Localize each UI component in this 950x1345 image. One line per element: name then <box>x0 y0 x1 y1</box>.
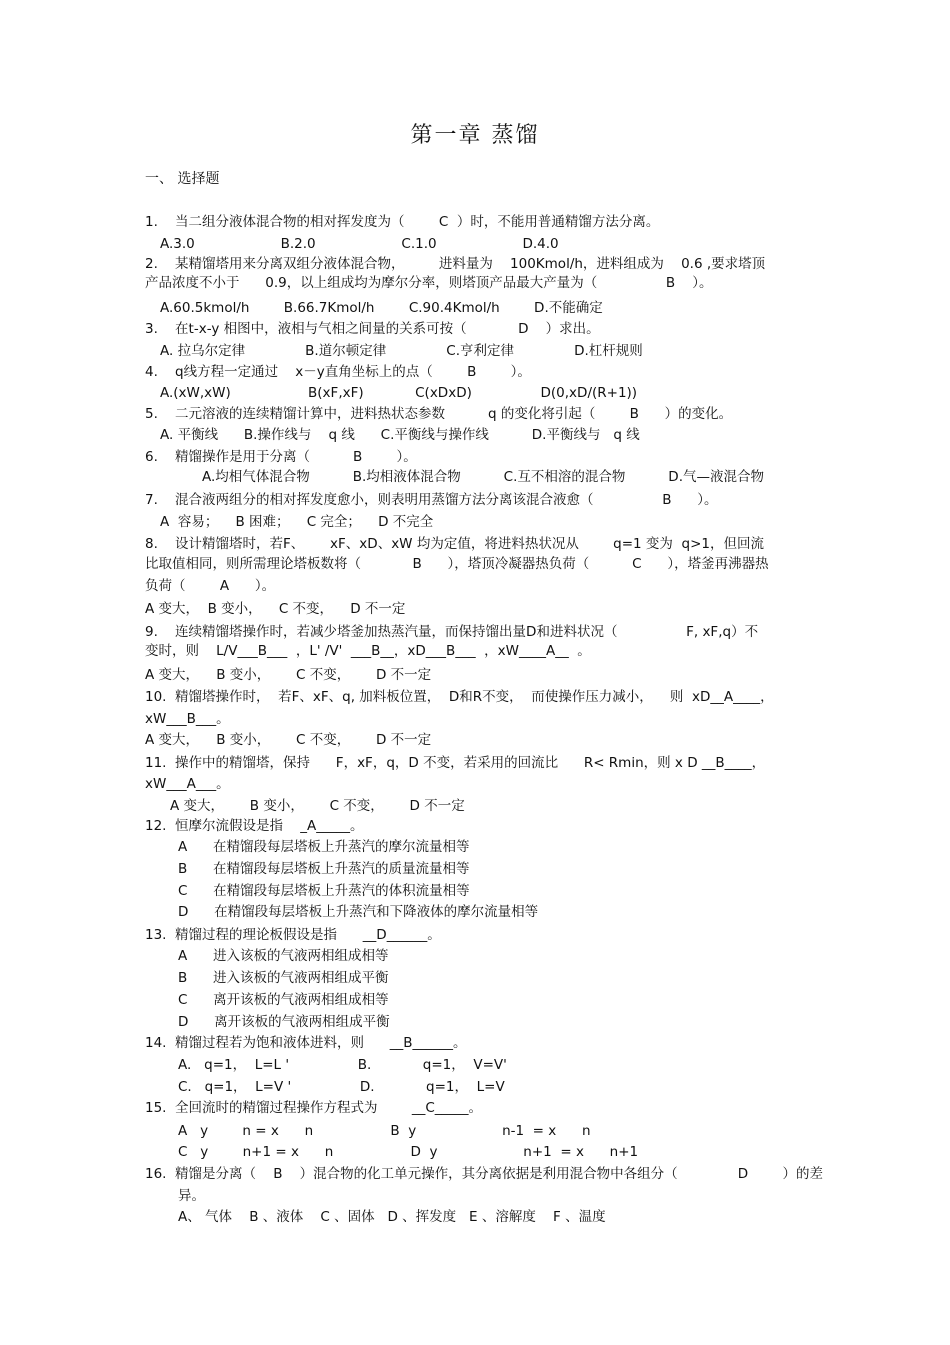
options-line: A. q=1， L=L ' B. q=1， V=V' <box>178 1057 507 1073</box>
question-line: 10. 精馏塔操作时， 若F、xF、q, 加料板位置， D和R不变， 而使操作压力减小， 则 xD__A____， <box>145 689 774 705</box>
options-line: A 变大， B 变小， C 不变， D 不一定 <box>145 601 406 617</box>
question-line: xW___B___。 <box>145 711 230 727</box>
question-line: 11. 操作中的精馏塔，保持 F，xF，q，D 不变，若采用的回流比 R< Rmin，则 x D __B____， <box>145 755 766 771</box>
options-line: A. 拉乌尔定律 B.道尔顿定律 C.亨利定律 D.杠杆规则 <box>160 343 643 359</box>
question-line: 变时，则 L/V___B___ ，L' /V' ___B__，xD___B___ ，xW____A__ 。 <box>145 643 591 659</box>
option-item: A 进入该板的气液两相组成相等 <box>178 948 389 964</box>
question-line: 8. 设计精馏塔时，若F、 xF、xD、xW 均为定值，将进料热状况从 q=1 变为 q>1，但回流 <box>145 536 764 552</box>
section-heading: 一、 选择题 <box>145 171 220 187</box>
option-item: D 离开该板的气液两相组成平衡 <box>178 1014 390 1030</box>
options-line: A.3.0 B.2.0 C.1.0 D.4.0 <box>160 236 559 252</box>
option-item: C 在精馏段每层塔板上升蒸汽的体积流量相等 <box>178 883 470 899</box>
question-line: 15. 全回流时的精馏过程操作方程式为 __C_____。 <box>145 1100 483 1116</box>
options-line: A.(xW,xW) B(xF,xF) C(xDxD) D(0,xD/(R+1)) <box>160 385 638 401</box>
question-line: 16. 精馏是分离（ B ）混合物的化工单元操作，其分离依据是利用混合物中各组分（ D ）的差 <box>145 1166 823 1182</box>
options-line: A 容易； B 困难； C 完全； D 不完全 <box>160 514 434 530</box>
question-line: 比取值相同，则所需理论塔板数将（ B ），塔顶冷凝器热负荷（ C ），塔釜再沸器热 <box>145 556 769 572</box>
question-line: 14. 精馏过程若为饱和液体进料，则 __B______。 <box>145 1035 467 1051</box>
options-line: A. 平衡线 B.操作线与 q 线 C.平衡线与操作线 D.平衡线与 q 线 <box>160 427 640 443</box>
question-line: 5. 二元溶液的连续精馏计算中，进料热状态参数 q 的变化将引起（ B ）的变化。 <box>145 406 733 422</box>
options-line: C y n+1 = x n D y n+1 = x n+1 <box>178 1144 639 1160</box>
options-line: A.60.5kmol/h B.66.7Kmol/h C.90.4Kmol/h D.不能确定 <box>160 300 603 316</box>
question-line: 4. q线方程一定通过 x－y直角坐标上的点（ B ）。 <box>145 364 531 380</box>
question-line: 1. 当二组分液体混合物的相对挥发度为（ C ）时，不能用普通精馏方法分离。 <box>145 214 660 230</box>
option-item: B 进入该板的气液两相组成平衡 <box>178 970 389 986</box>
question-line: 异。 <box>178 1188 205 1204</box>
options-line: A 变大， B 变小， C 不变， D 不一定 <box>145 732 432 748</box>
option-item: D 在精馏段每层塔板上升蒸汽和下降液体的摩尔流量相等 <box>178 904 539 920</box>
option-item: A 在精馏段每层塔板上升蒸汽的摩尔流量相等 <box>178 839 470 855</box>
options-line: A y n = x n B y n-1 = x n <box>178 1123 591 1139</box>
question-line: 产品浓度不小于 0.9，以上组成均为摩尔分率，则塔顶产品最大产量为（ B ）。 <box>145 275 713 291</box>
options-line: A、 气体 B 、液体 C 、固体 D 、挥发度 E 、溶解度 F 、温度 <box>178 1209 606 1225</box>
options-line: C. q=1， L=V ' D. q=1， L=V <box>178 1079 505 1095</box>
question-line: 6. 精馏操作是用于分离（ B ）。 <box>145 449 417 465</box>
options-line: A 变大， B 变小， C 不变， D 不一定 <box>170 798 465 814</box>
option-item: B 在精馏段每层塔板上升蒸汽的质量流量相等 <box>178 861 470 877</box>
option-item: C 离开该板的气液两相组成相等 <box>178 992 389 1008</box>
question-line: 9. 连续精馏塔操作时，若减少塔釜加热蒸汽量，而保持馏出量D和进料状况（ F, xF,q）不 <box>145 624 759 640</box>
question-line: xW___A___。 <box>145 776 230 792</box>
question-line: 负荷（ A ）。 <box>145 578 276 594</box>
options-line: A 变大， B 变小， C 不变， D 不一定 <box>145 667 432 683</box>
page-title: 第一章 蒸馏 <box>410 123 540 148</box>
question-line: 12. 恒摩尔流假设是指 _A_____。 <box>145 818 364 834</box>
question-line: 7. 混合液两组分的相对挥发度愈小，则表明用蒸馏方法分离该混合液愈（ B ）。 <box>145 492 718 508</box>
question-line: 3. 在t-x-y 相图中，液相与气相之间量的关系可按（ D ）求出。 <box>145 321 600 337</box>
question-line: 13. 精馏过程的理论板假设是指 __D______。 <box>145 927 441 943</box>
options-line: A.均相气体混合物 B.均相液体混合物 C.互不相溶的混合物 D.气—液混合物 <box>202 469 764 485</box>
question-line: 2. 某精馏塔用来分离双组分液体混合物， 进料量为 100Kmol/h，进料组成为 0.6 ,要求塔顶 <box>145 256 766 272</box>
